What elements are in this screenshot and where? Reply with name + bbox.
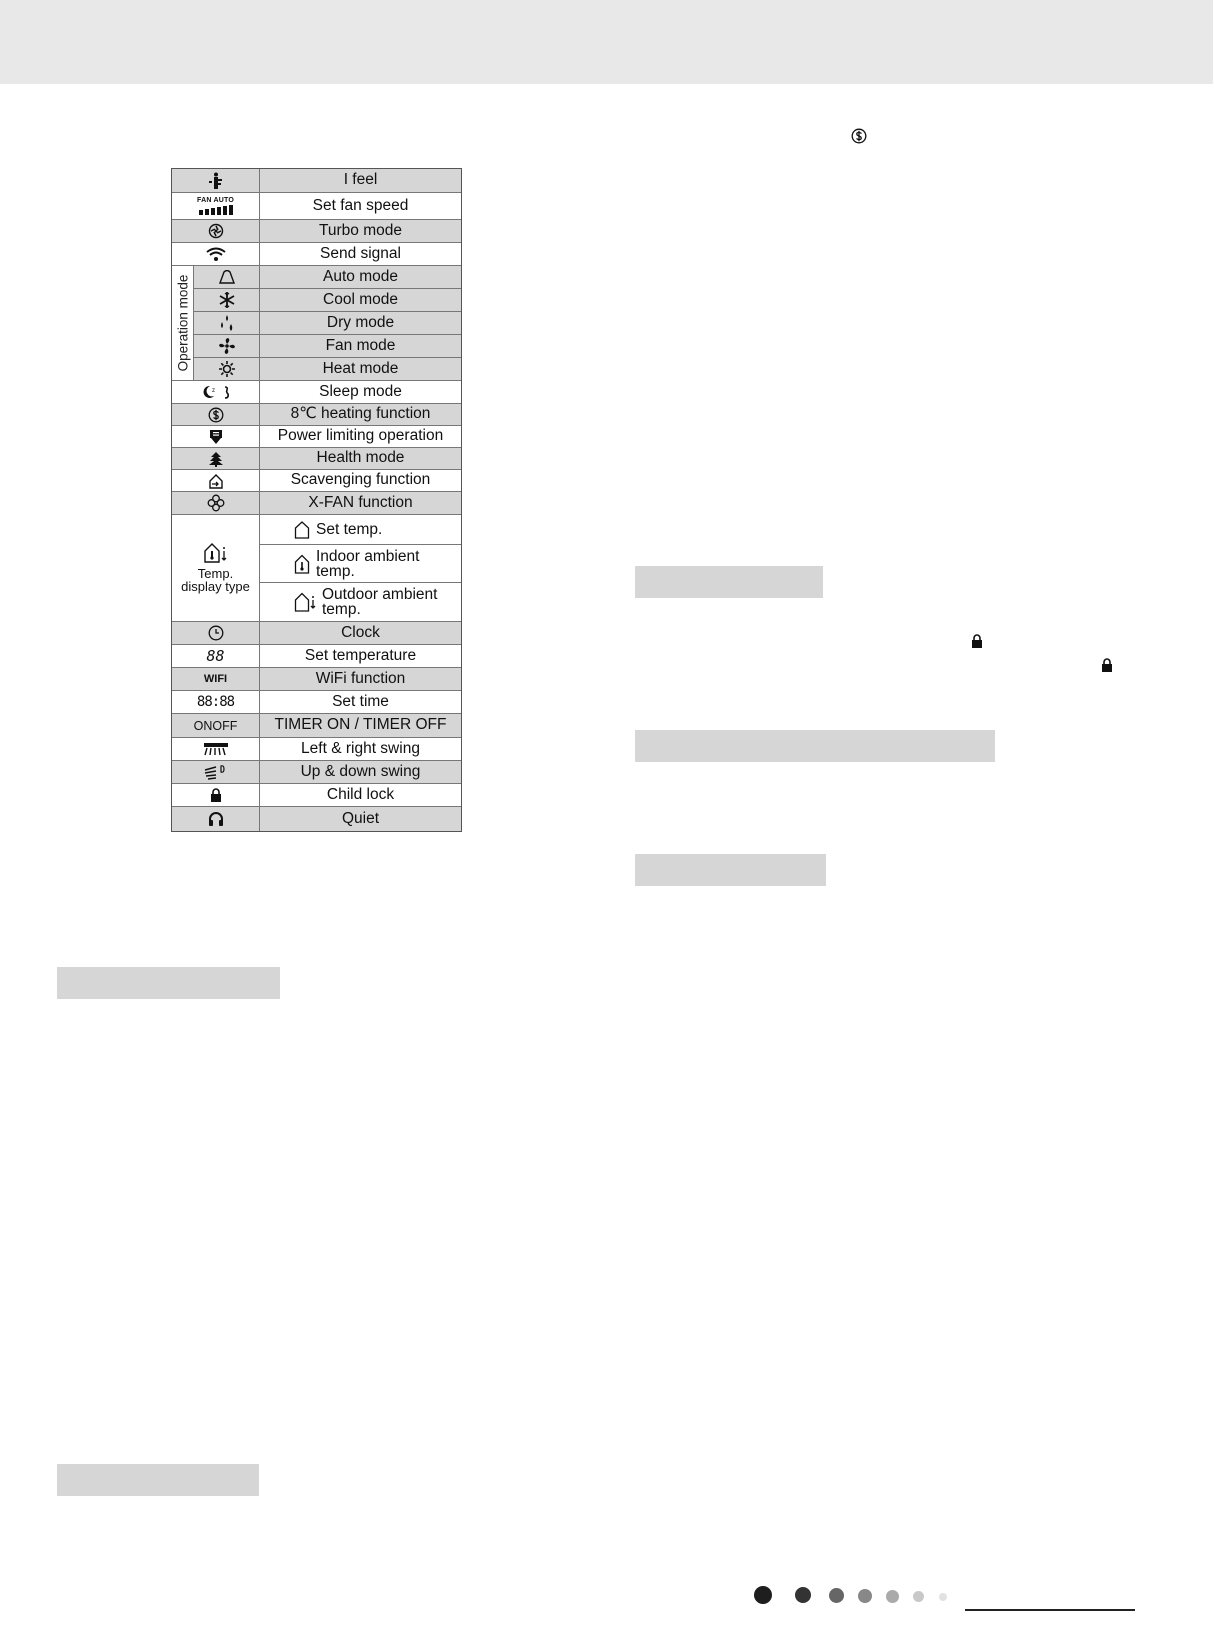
footer-dot — [913, 1591, 924, 1602]
row-label: Quiet — [341, 809, 380, 827]
row-label: Clock — [341, 623, 380, 641]
row-label: Indoor ambient temp. — [316, 547, 420, 580]
table-row — [172, 714, 461, 738]
table-row — [194, 266, 461, 289]
temp-display-house-icon — [203, 543, 229, 563]
sleep-icon — [172, 381, 260, 403]
row-label: Fan mode — [325, 336, 396, 354]
row-label: Cool mode — [323, 290, 398, 308]
table-row — [194, 312, 461, 335]
row-label: Heat mode — [322, 359, 399, 377]
display-icon-table — [171, 168, 462, 832]
temp-display-group — [172, 515, 461, 622]
table-row — [260, 583, 461, 621]
table-row — [172, 381, 461, 404]
table-row — [172, 470, 461, 492]
auto-mode-icon — [194, 266, 260, 288]
power-limit-icon — [172, 426, 260, 447]
footer-dot — [754, 1586, 772, 1604]
row-label: I feel — [343, 171, 378, 189]
operation-mode-side-label — [172, 266, 194, 380]
temp-display-side — [172, 515, 260, 621]
table-row — [172, 668, 461, 691]
row-label: Health mode — [316, 449, 405, 467]
table-row — [172, 169, 461, 193]
footer-dot — [886, 1590, 899, 1603]
time-display-text: 88:88 — [196, 694, 235, 710]
row-label: Up & down swing — [300, 762, 421, 780]
section-heading-bar — [635, 566, 823, 598]
row-label: WiFi function — [315, 669, 406, 687]
table-row — [172, 691, 461, 714]
footer-dot — [858, 1589, 872, 1603]
table-row — [172, 193, 461, 220]
health-icon — [172, 448, 260, 469]
scavenging-icon — [172, 470, 260, 491]
table-row — [172, 784, 461, 807]
row-label: Power limiting operation — [277, 427, 444, 445]
row-label: Turbo mode — [319, 221, 402, 239]
heat-mode-icon — [194, 358, 260, 380]
set-temp-house-icon — [294, 521, 310, 539]
operation-mode-group — [172, 266, 461, 381]
row-label: Send signal — [319, 244, 401, 262]
table-row — [260, 515, 461, 545]
section-heading-bar — [635, 854, 826, 886]
dry-mode-icon — [194, 312, 260, 334]
wifi-text: WIFI — [203, 673, 228, 685]
section-heading-bar — [57, 967, 280, 999]
table-row — [194, 358, 461, 380]
wifi-icon — [172, 668, 260, 690]
table-row — [172, 492, 461, 515]
seven-seg-text: 88 — [206, 647, 225, 665]
temp-display-label-2: display type — [181, 579, 250, 594]
fan-speed-icon — [172, 193, 260, 219]
row-label: Auto mode — [323, 267, 398, 285]
row-label: Sleep mode — [319, 382, 402, 400]
table-row — [172, 404, 461, 426]
cool-mode-icon — [194, 289, 260, 311]
row-label: Set temperature — [304, 646, 417, 664]
row-label: Scavenging function — [290, 471, 431, 489]
outdoor-house-icon — [294, 592, 316, 612]
table-row — [172, 738, 461, 761]
table-row — [172, 243, 461, 266]
table-row — [194, 289, 461, 312]
onoff-text: ONOFF — [193, 718, 238, 733]
i-feel-icon — [172, 169, 260, 192]
table-row — [260, 545, 461, 583]
row-label: 8℃ heating function — [290, 405, 431, 423]
footer-dot — [939, 1593, 947, 1601]
table-row — [172, 220, 461, 243]
operation-mode-label: Operation mode — [175, 274, 190, 372]
table-row — [172, 622, 461, 645]
lr-swing-icon — [172, 738, 260, 760]
temp-display-label-1: Temp. — [197, 566, 234, 581]
table-row — [172, 448, 461, 470]
page-header-band — [0, 0, 1213, 84]
seven-seg-icon — [172, 645, 260, 667]
heating-8c-inline-icon — [851, 128, 867, 144]
fan-mode-icon — [194, 335, 260, 357]
table-row — [172, 426, 461, 448]
footer-dot — [829, 1588, 844, 1603]
turbo-icon — [172, 220, 260, 242]
row-label: Set time — [332, 692, 389, 710]
fan-auto-text: FAN AUTO — [197, 197, 234, 204]
lock-icon — [971, 634, 983, 648]
row-label: Set temp. — [316, 521, 383, 538]
table-row — [172, 645, 461, 668]
row-label: X-FAN function — [308, 493, 413, 511]
footer-dot — [795, 1587, 811, 1603]
section-heading-bar — [57, 1464, 259, 1496]
table-row — [172, 807, 461, 831]
clock-icon — [172, 622, 260, 644]
row-label: Set fan speed — [312, 196, 409, 214]
child-lock-icon — [172, 784, 260, 806]
signal-icon — [172, 243, 260, 265]
row-label: Outdoor ambient temp. — [322, 586, 438, 618]
onoff-icon — [172, 714, 260, 737]
footer-rule — [965, 1609, 1135, 1611]
lock-icon — [1101, 658, 1113, 672]
table-row — [194, 335, 461, 358]
xfan-icon — [172, 492, 260, 514]
ud-swing-icon — [172, 761, 260, 783]
time-display-icon — [172, 691, 260, 713]
row-label: Child lock — [326, 785, 395, 803]
indoor-house-icon — [294, 554, 310, 574]
row-label: Dry mode — [326, 313, 395, 331]
section-heading-bar — [635, 730, 995, 762]
svg-text:z: z — [211, 388, 215, 394]
heating-8c-icon — [172, 404, 260, 425]
row-label: Left & right swing — [301, 739, 420, 757]
quiet-icon — [172, 807, 260, 831]
row-label: TIMER ON / TIMER OFF — [274, 716, 447, 734]
table-row — [172, 761, 461, 784]
